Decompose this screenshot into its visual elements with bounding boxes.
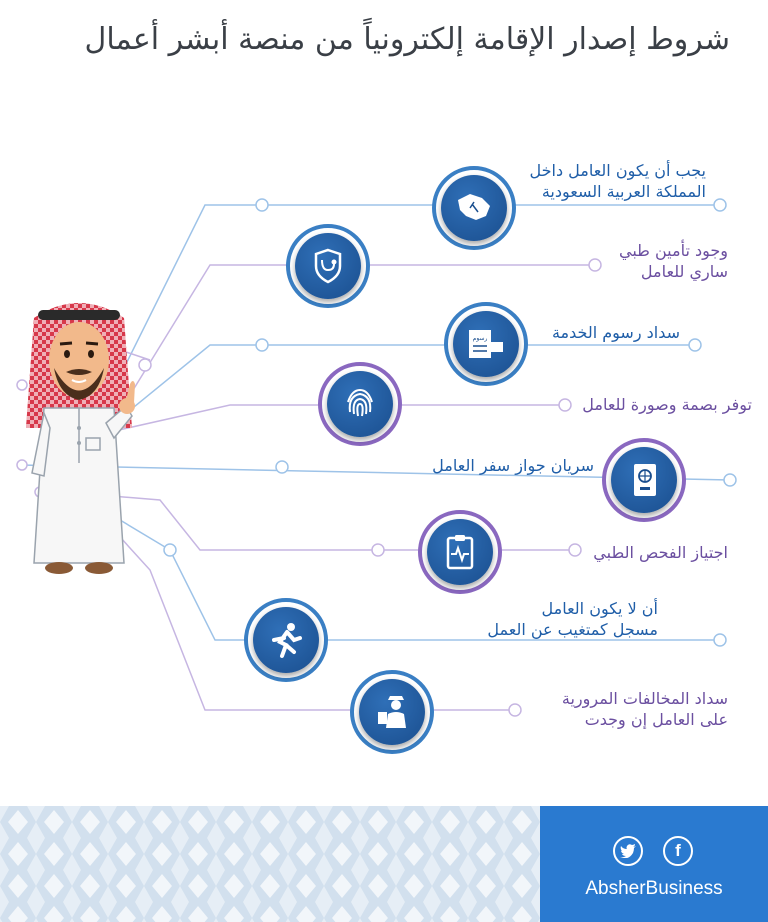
badge-3 (444, 302, 528, 386)
node-dot (372, 544, 384, 556)
brand-panel (540, 806, 768, 922)
running-man-icon (264, 618, 308, 662)
item-5-text: سريان جواز سفر العامل (432, 456, 594, 475)
node-dot (589, 259, 601, 271)
node-dot (724, 474, 736, 486)
badge-4 (318, 362, 402, 446)
brand-name: AbsherBusiness (585, 878, 723, 899)
badge-6 (418, 510, 502, 594)
badge-7 (244, 598, 328, 682)
medical-clipboard-icon (438, 530, 482, 574)
fees-payment-icon (463, 322, 509, 366)
node-dot (714, 634, 726, 646)
twitter-icon[interactable] (613, 836, 643, 866)
badge-2 (286, 224, 370, 308)
node-dot (559, 399, 571, 411)
saudi-man-illustration (14, 288, 144, 578)
saudi-map-icon (452, 186, 496, 230)
medical-insurance-icon (306, 244, 350, 288)
node-dot (256, 199, 268, 211)
node-dot (569, 544, 581, 556)
node-dot (276, 461, 288, 473)
node-dot (689, 339, 701, 351)
item-7-text: أن لا يكون العامل مسجل كمتغيب عن العمل (487, 599, 658, 639)
item-1-text: يجب أن يكون العامل داخل المملكة العربية السعودية (529, 161, 706, 201)
item-2-text: وجود تأمين طبي ساري للعامل (619, 241, 728, 281)
facebook-icon[interactable]: f (663, 836, 693, 866)
item-8-text: سداد المخالفات المرورية على العامل إن وجدت (561, 689, 728, 729)
traffic-police-icon (370, 690, 414, 734)
item-3-text: سداد رسوم الخدمة (551, 323, 680, 342)
passport-icon (622, 458, 666, 502)
badge-1 (432, 166, 516, 250)
badge-8 (350, 670, 434, 754)
svg-text:رسوم: رسوم (472, 335, 488, 342)
node-dot (256, 339, 268, 351)
node-dot (714, 199, 726, 211)
item-6-text: اجتياز الفحص الطبي (593, 543, 728, 562)
footer-pattern (0, 806, 540, 922)
footer (0, 806, 768, 922)
item-4-text: توفر بصمة وصورة للعامل (582, 395, 752, 414)
fingerprint-icon (338, 382, 382, 426)
node-dot (164, 544, 176, 556)
connector-line-1 (118, 205, 720, 380)
page-title: شروط إصدار الإقامة إلكترونياً من منصة أبشر أعمال (84, 22, 730, 57)
node-dot (509, 704, 521, 716)
badge-5 (602, 438, 686, 522)
